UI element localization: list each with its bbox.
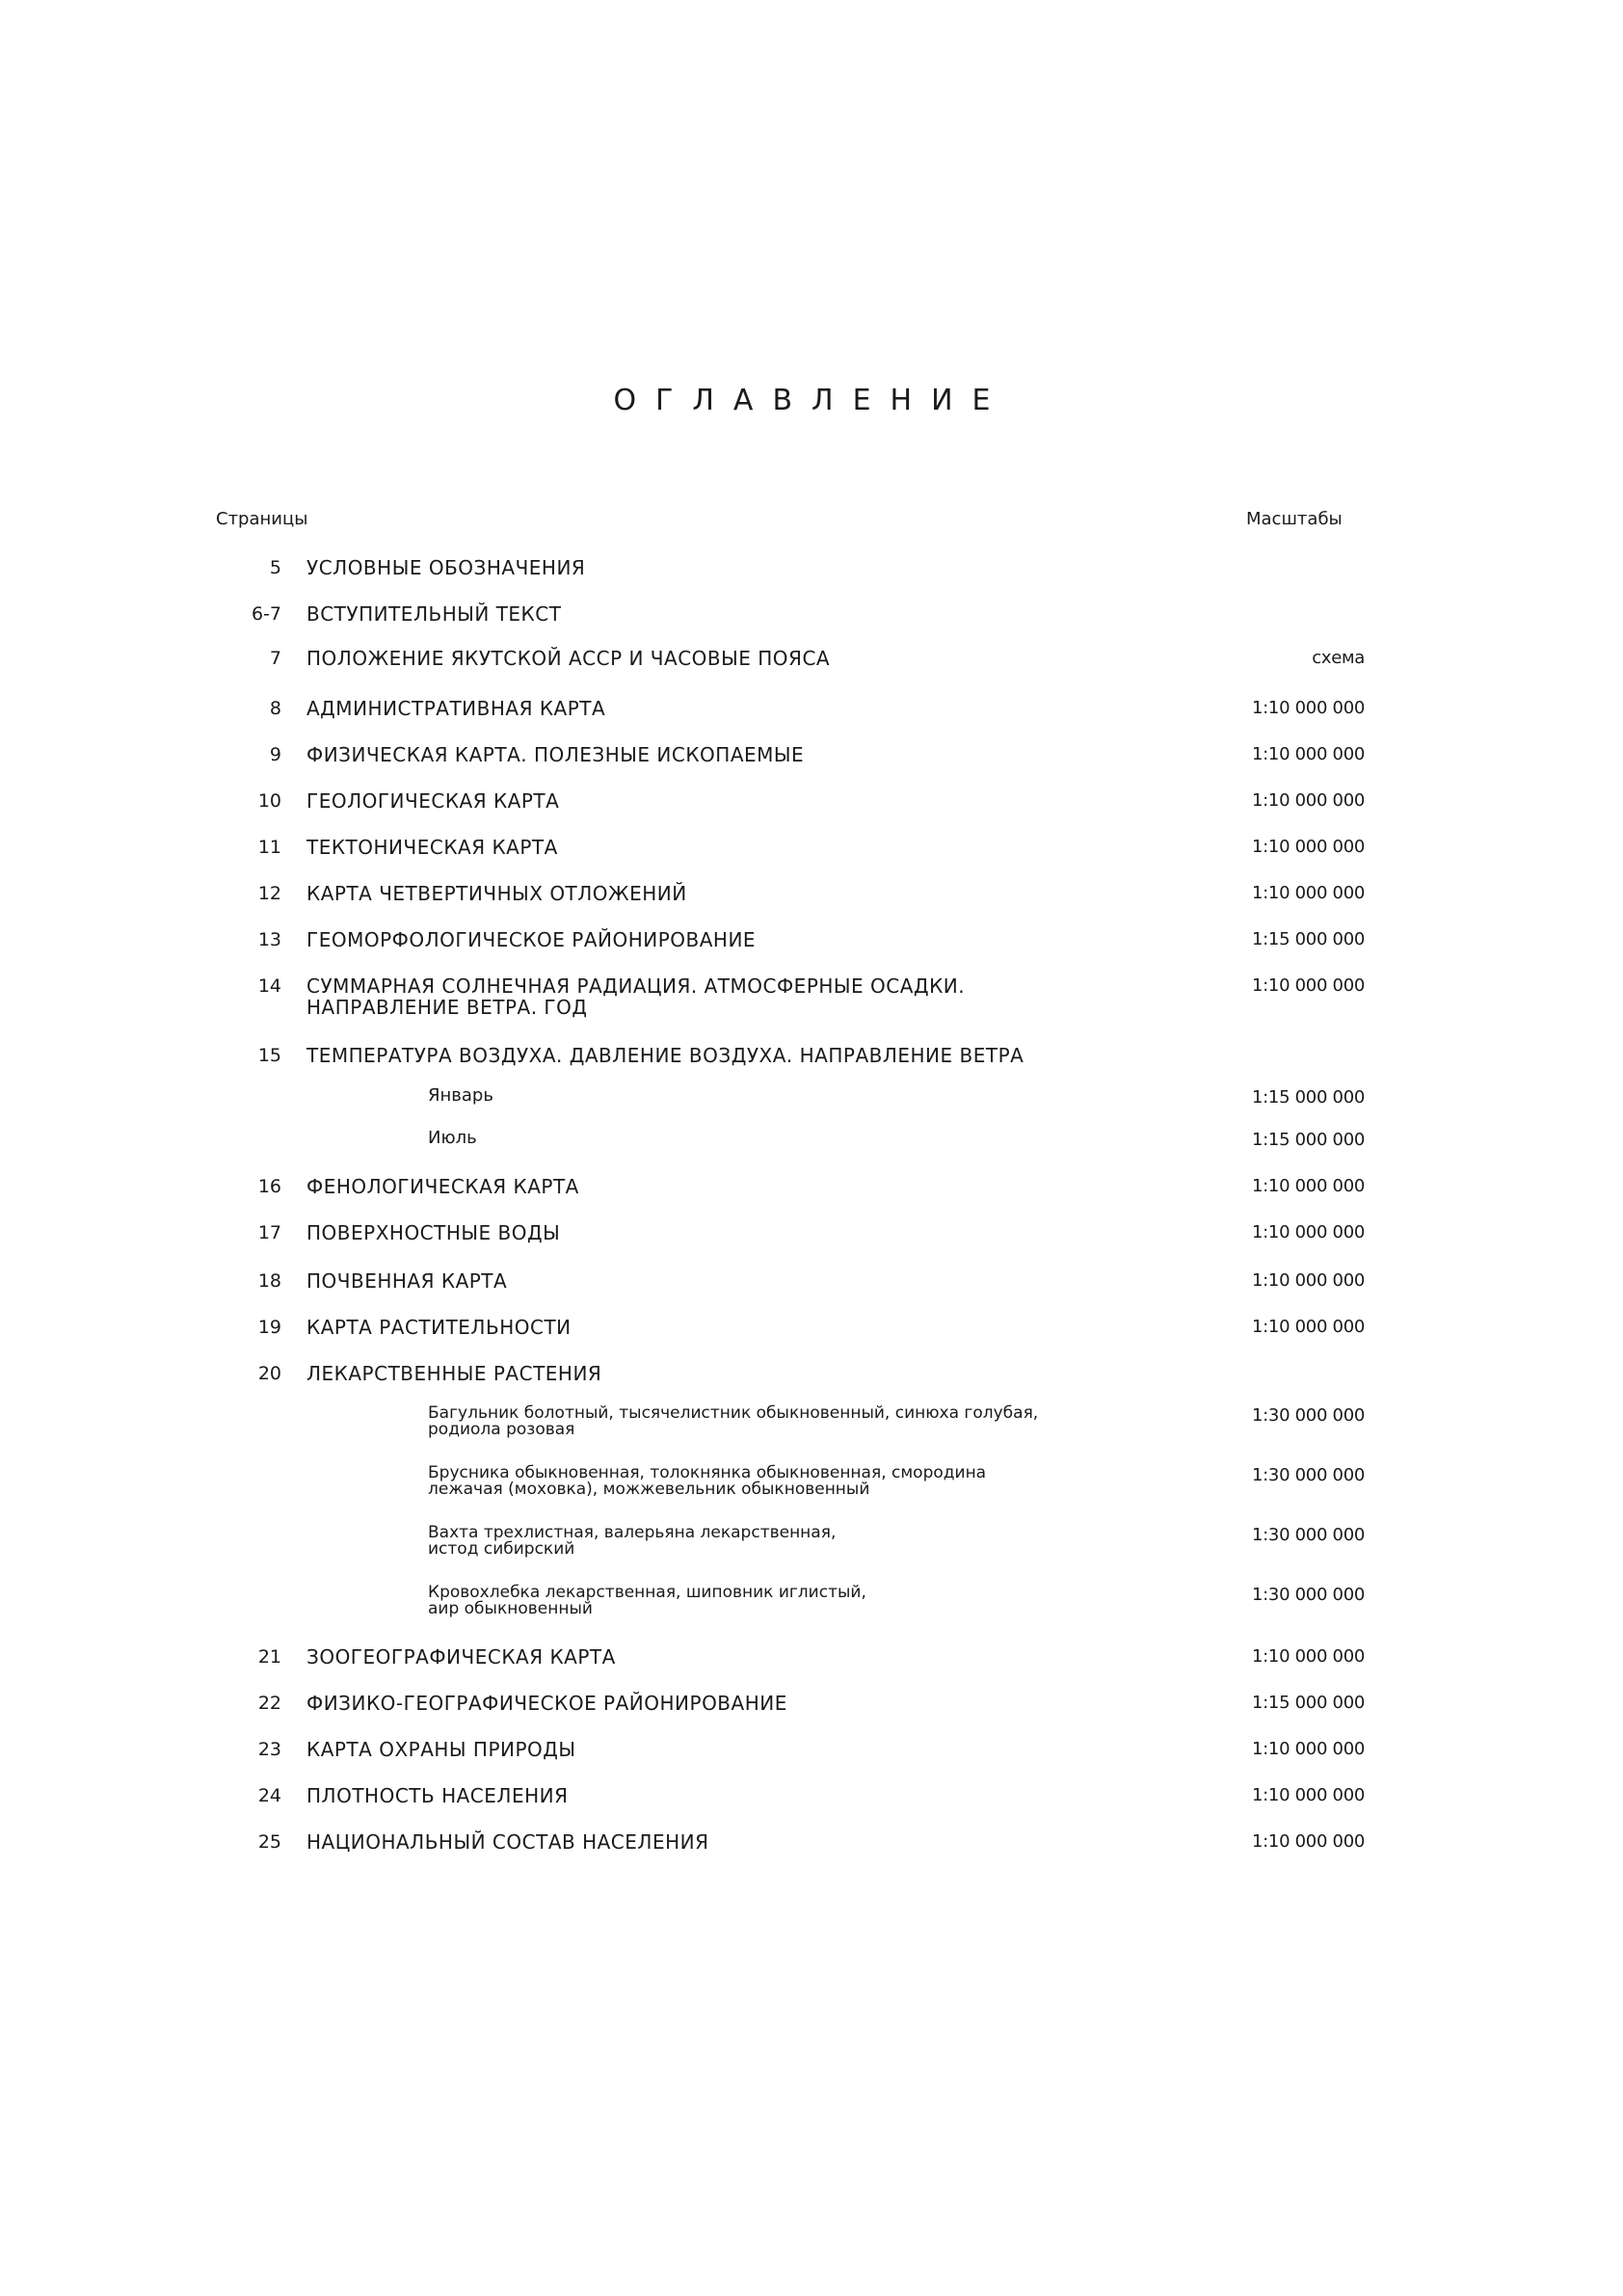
- entry-title: ГЕОЛОГИЧЕСКАЯ КАРТА: [306, 789, 560, 813]
- entry-title: КАРТА РАСТИТЕЛЬНОСТИ: [306, 1316, 572, 1339]
- entry-title: ПОЛОЖЕНИЕ ЯКУТСКОЙ АССР И ЧАСОВЫЕ ПОЯСА: [306, 647, 831, 670]
- page-number: 19: [257, 1317, 281, 1338]
- map-scale: 1:10 000 000: [1252, 1317, 1365, 1337]
- map-scale: 1:10 000 000: [1252, 975, 1365, 996]
- entry-title: Кровохлебка лекарственная, шиповник иглистый, аир обыкновенный: [428, 1583, 866, 1618]
- entry-title: Июль: [428, 1128, 477, 1148]
- entry-title: ЛЕКАРСТВЕННЫЕ РАСТЕНИЯ: [306, 1362, 602, 1385]
- page-number: 7: [269, 648, 281, 669]
- entry-title: Брусника обыкновенная, толокнянка обыкновенная, смородина лежачая (моховка), можжевельник обыкновенный: [428, 1463, 987, 1499]
- entry-title: НАЦИОНАЛЬНЫЙ СОСТАВ НАСЕЛЕНИЯ: [306, 1830, 709, 1854]
- map-scale: 1:10 000 000: [1252, 744, 1365, 764]
- page-number: 22: [257, 1693, 281, 1714]
- page-number: 25: [257, 1831, 281, 1853]
- entry-title: ФЕНОЛОГИЧЕСКАЯ КАРТА: [306, 1175, 579, 1198]
- map-scale: 1:15 000 000: [1252, 929, 1365, 949]
- map-scale: 1:10 000 000: [1252, 1646, 1365, 1667]
- map-scale: 1:10 000 000: [1252, 790, 1365, 811]
- page-number: 8: [269, 698, 281, 719]
- page-number: 18: [257, 1270, 281, 1292]
- entry-title: ПОВЕРХНОСТНЫЕ ВОДЫ: [306, 1221, 561, 1244]
- entry-title: ТЕМПЕРАТУРА ВОЗДУХА. ДАВЛЕНИЕ ВОЗДУХА. НАПРАВЛЕНИЕ ВЕТРА: [306, 1044, 1024, 1067]
- map-scale: 1:10 000 000: [1252, 1831, 1365, 1852]
- entry-title: КАРТА ЧЕТВЕРТИЧНЫХ ОТЛОЖЕНИЙ: [306, 882, 687, 905]
- entry-title: ФИЗИЧЕСКАЯ КАРТА. ПОЛЕЗНЫЕ ИСКОПАЕМЫЕ: [306, 743, 805, 766]
- page-number: 23: [257, 1739, 281, 1760]
- entry-title: ПЛОТНОСТЬ НАСЕЛЕНИЯ: [306, 1784, 569, 1807]
- entry-title: ПОЧВЕННАЯ КАРТА: [306, 1269, 508, 1293]
- page-number: 10: [257, 790, 281, 812]
- entry-title: ГЕОМОРФОЛОГИЧЕСКОЕ РАЙОНИРОВАНИЕ: [306, 928, 757, 951]
- entry-title: ФИЗИКО-ГЕОГРАФИЧЕСКОЕ РАЙОНИРОВАНИЕ: [306, 1692, 787, 1715]
- page-number: 20: [257, 1363, 281, 1384]
- entry-title: АДМИНИСТРАТИВНАЯ КАРТА: [306, 697, 606, 720]
- map-scale: 1:10 000 000: [1252, 1222, 1365, 1242]
- page-number: 15: [257, 1045, 281, 1066]
- entry-title: СУММАРНАЯ СОЛНЕЧНАЯ РАДИАЦИЯ. АТМОСФЕРНЫЕ ОСАДКИ. НАПРАВЛЕНИЕ ВЕТРА. ГОД: [306, 974, 966, 1019]
- map-scale: 1:15 000 000: [1252, 1087, 1365, 1108]
- pages-column-header: Страницы: [216, 509, 308, 529]
- scales-column-header: Масштабы: [1246, 509, 1343, 529]
- map-scale: 1:30 000 000: [1252, 1585, 1365, 1605]
- map-scale: 1:10 000 000: [1252, 883, 1365, 903]
- page-number: 17: [257, 1222, 281, 1243]
- page-number: 21: [257, 1646, 281, 1668]
- entry-title: УСЛОВНЫЕ ОБОЗНАЧЕНИЯ: [306, 556, 586, 579]
- map-scale: 1:10 000 000: [1252, 698, 1365, 718]
- page-number: 9: [269, 744, 281, 765]
- map-scale: 1:30 000 000: [1252, 1525, 1365, 1545]
- page-number: 13: [257, 929, 281, 950]
- page-number: 14: [257, 975, 281, 997]
- page-number: 6-7: [251, 603, 281, 625]
- map-scale: 1:10 000 000: [1252, 1785, 1365, 1805]
- entry-title: ТЕКТОНИЧЕСКАЯ КАРТА: [306, 836, 558, 859]
- entry-title: Вахта трехлистная, валерьяна лекарственная, истод сибирский: [428, 1523, 837, 1559]
- entry-title: ЗООГЕОГРАФИЧЕСКАЯ КАРТА: [306, 1645, 616, 1669]
- page-title: ОГЛАВЛЕНИЕ: [613, 384, 1010, 417]
- map-scale: схема: [1312, 648, 1365, 668]
- map-scale: 1:30 000 000: [1252, 1405, 1365, 1426]
- map-scale: 1:10 000 000: [1252, 1270, 1365, 1291]
- page-number: 5: [269, 557, 281, 578]
- map-scale: 1:15 000 000: [1252, 1693, 1365, 1713]
- entry-title: Багульник болотный, тысячелистник обыкновенный, синюха голубая, родиола розовая: [428, 1403, 1039, 1439]
- entry-title: Январь: [428, 1085, 493, 1106]
- page-number: 24: [257, 1785, 281, 1806]
- map-scale: 1:30 000 000: [1252, 1465, 1365, 1485]
- entry-title: ВСТУПИТЕЛЬНЫЙ ТЕКСТ: [306, 602, 562, 626]
- map-scale: 1:10 000 000: [1252, 1739, 1365, 1759]
- map-scale: 1:10 000 000: [1252, 1176, 1365, 1196]
- page-number: 11: [257, 837, 281, 858]
- map-scale: 1:10 000 000: [1252, 837, 1365, 857]
- page-number: 12: [257, 883, 281, 904]
- page-number: 16: [257, 1176, 281, 1197]
- entry-title: КАРТА ОХРАНЫ ПРИРОДЫ: [306, 1738, 576, 1761]
- map-scale: 1:15 000 000: [1252, 1130, 1365, 1150]
